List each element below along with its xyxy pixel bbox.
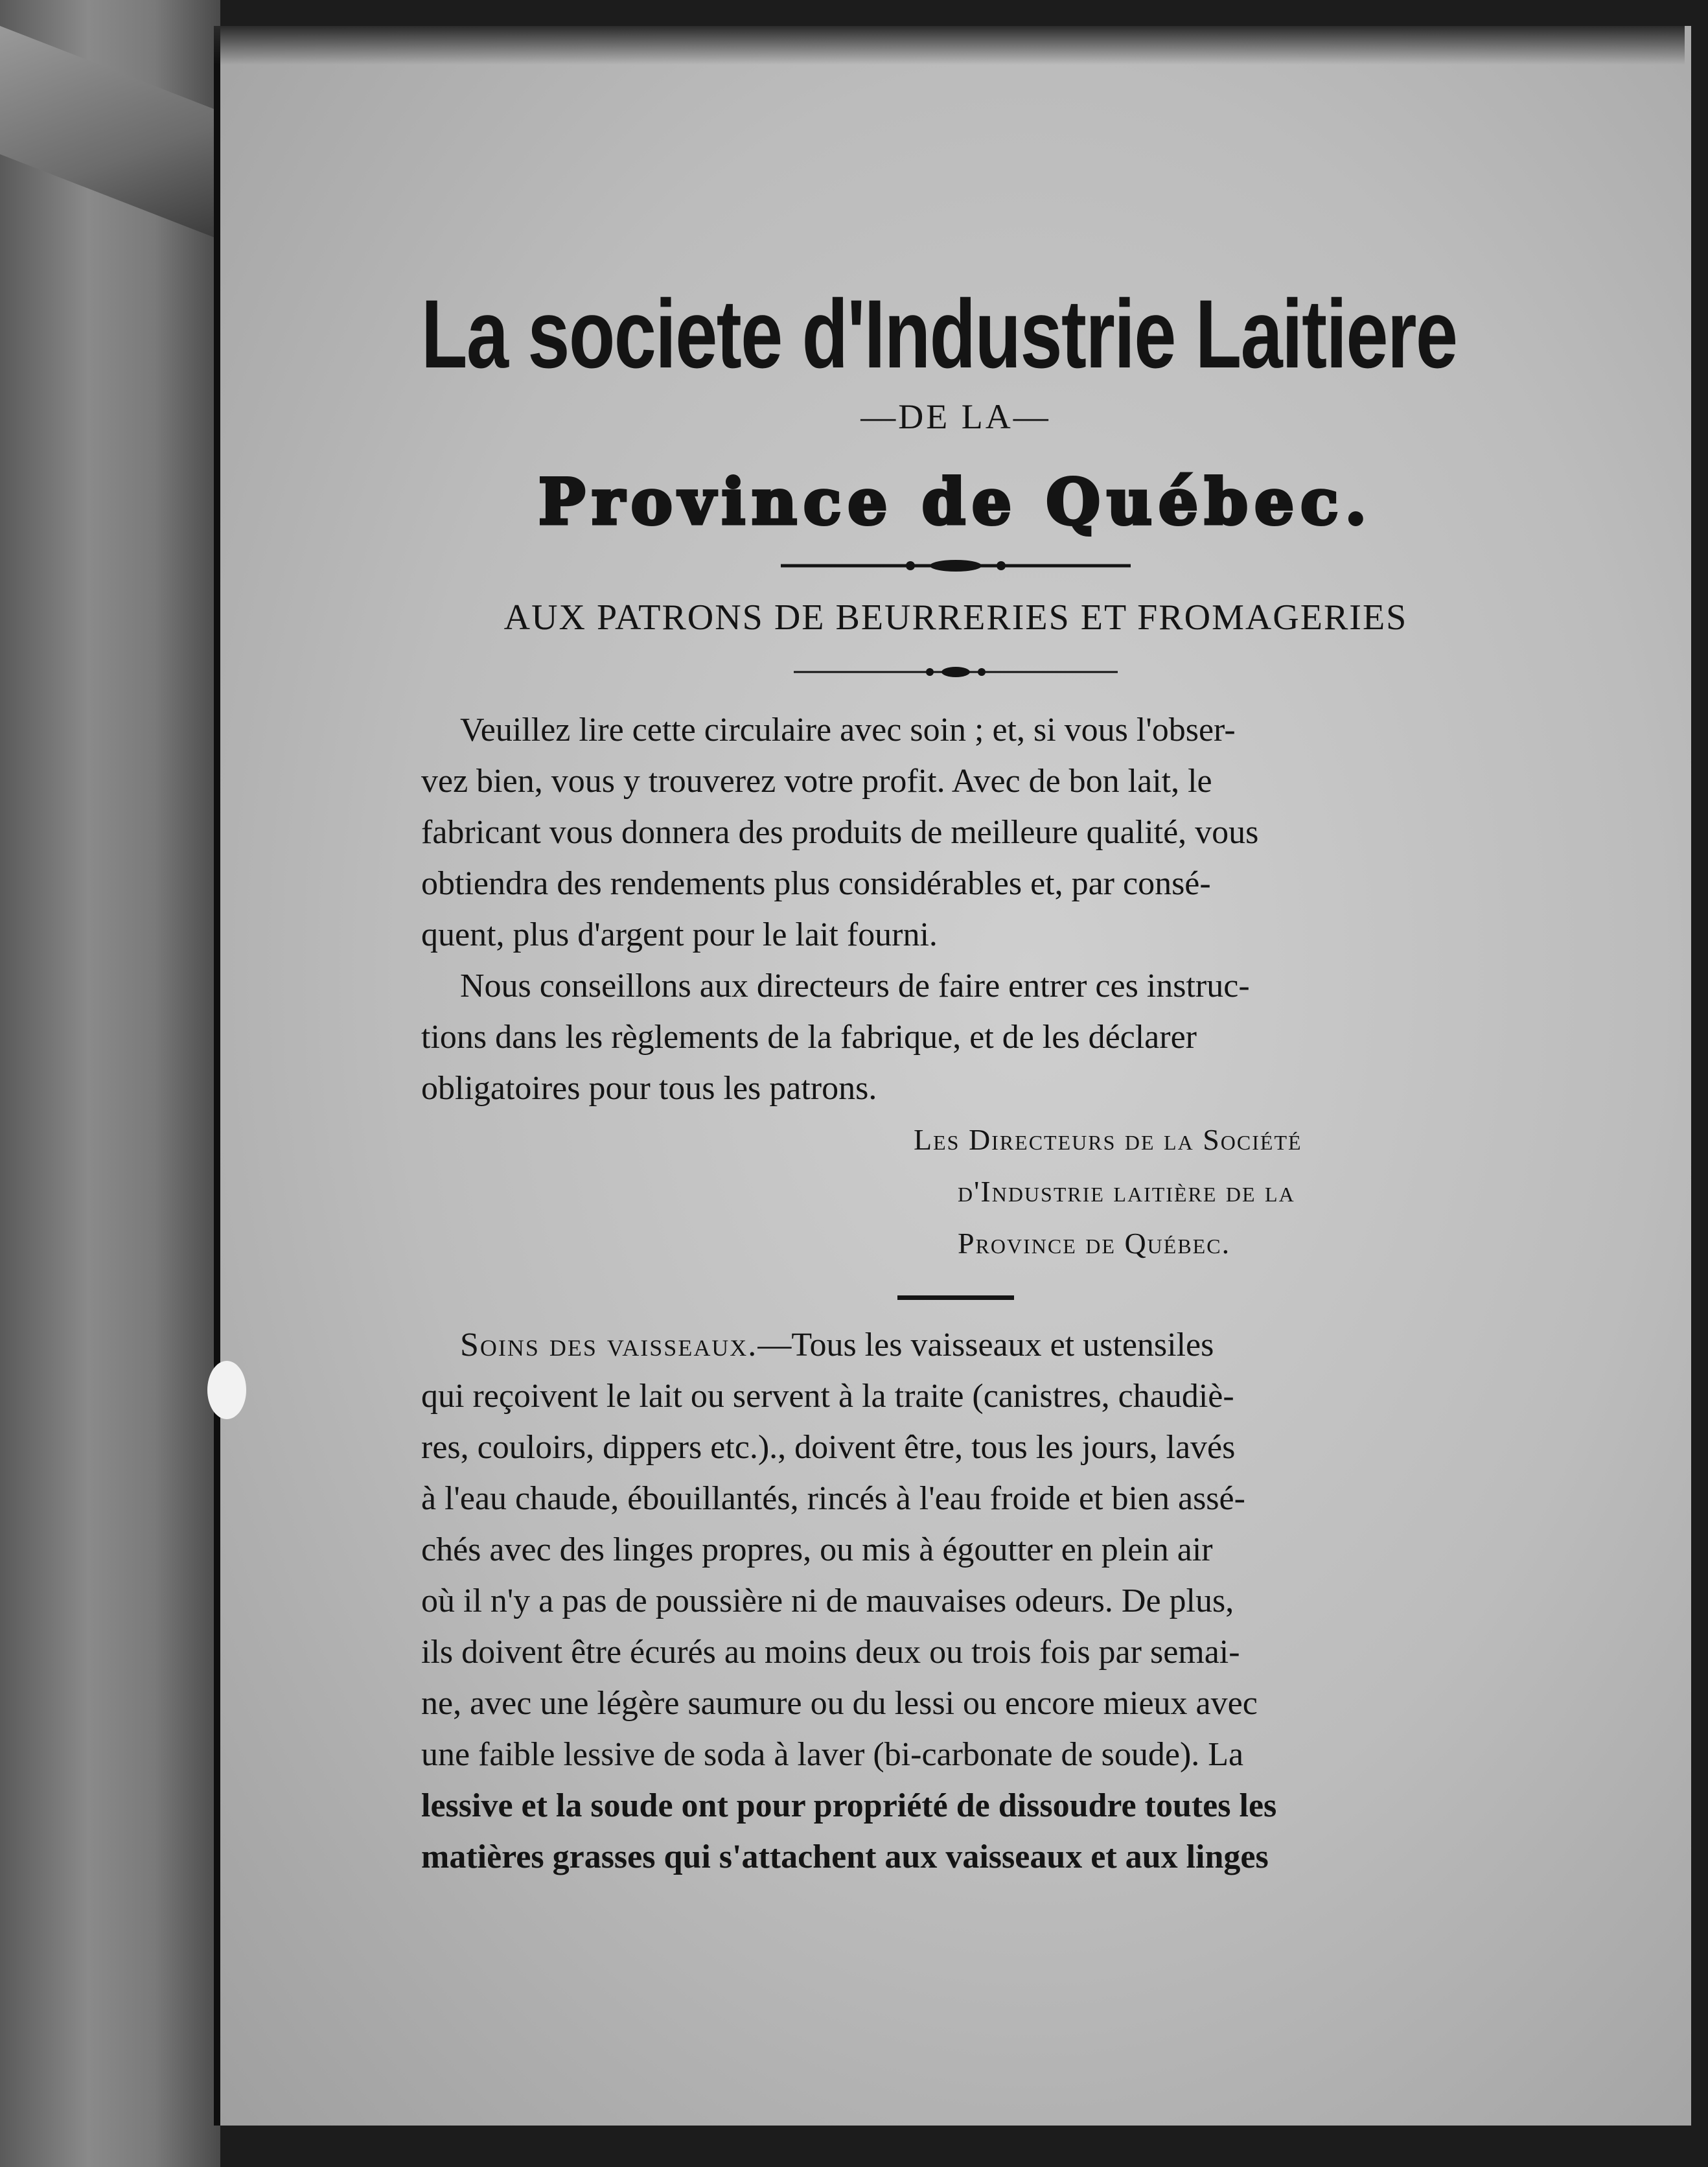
paper-blemish xyxy=(207,1361,246,1419)
soins-line xyxy=(421,1319,1490,1371)
signature-line: Province de Québec. xyxy=(958,1227,1231,1260)
page-top-shadow xyxy=(214,26,1685,65)
soins-heading: Soins des vaisseaux. xyxy=(460,1327,758,1363)
title-connector: —DE LA— xyxy=(860,397,1051,436)
signature-block xyxy=(421,1114,1490,1269)
intro-line: Veuillez lire cette circulaire avec soin ; et, si vous l'obser- xyxy=(460,712,1236,748)
soins-paragraph xyxy=(421,1319,1490,1883)
intro-line: fabricant vous donnera des produits de meilleure qualité, vous xyxy=(421,814,1259,851)
advice-line: obligatoires pour tous les patrons. xyxy=(421,1070,877,1107)
intro-line: obtiendra des rendements plus considérables et, par consé- xyxy=(421,865,1211,902)
advice-line: tions dans les règlements de la fabrique, et de les déclarer xyxy=(421,1019,1197,1056)
signature-line: d'Industrie laitière de la xyxy=(958,1175,1295,1208)
soins-line: où il n'y a pas de poussière ni de mauvaises odeurs. De plus, xyxy=(421,1582,1234,1619)
soins-line: à l'eau chaude, ébouillantés, rincés à l'eau froide et bien assé- xyxy=(421,1480,1245,1517)
advice-paragraph xyxy=(421,960,1490,1114)
soins-line: une faible lessive de soda à laver (bi-carbonate de soude). La xyxy=(421,1736,1244,1773)
section-rule xyxy=(897,1295,1014,1300)
intro-line: quent, plus d'argent pour le lait fourni. xyxy=(421,916,938,953)
soins-line: res, couloirs, dippers etc.)., doivent être, tous les jours, lavés xyxy=(421,1429,1236,1466)
soins-line: ne, avec une légère saumure ou du lessi ou encore mieux avec xyxy=(421,1685,1258,1722)
province-heading: Province de Québec. xyxy=(538,465,1373,539)
ornament-divider-small xyxy=(794,664,1118,680)
soins-first-line-text: —Tous les vaisseaux et ustensiles xyxy=(757,1327,1214,1363)
document-content xyxy=(421,279,1490,1883)
soins-line: lessive et la soude ont pour propriété de dissoudre toutes les xyxy=(421,1787,1277,1824)
advice-line: Nous conseillons aux directeurs de faire entrer ces instruc- xyxy=(460,968,1250,1004)
subheading: AUX PATRONS DE BEURRERIES ET FROMAGERIES xyxy=(503,597,1408,638)
intro-paragraph xyxy=(421,704,1490,960)
soins-line: matières grasses qui s'attachent aux vaisseaux et aux linges xyxy=(421,1838,1269,1875)
intro-line: vez bien, vous y trouverez votre profit. Avec de bon lait, le xyxy=(421,763,1212,800)
signature-line: Les Directeurs de la Société xyxy=(914,1123,1302,1156)
soins-line: ils doivent être écurés au moins deux ou trois fois par semai- xyxy=(421,1634,1240,1671)
document-title: La societe d'Industrie Laitiere xyxy=(421,279,1457,388)
scan-background-board xyxy=(0,0,220,2167)
soins-line: qui reçoivent le lait ou servent à la traite (canistres, chaudiè- xyxy=(421,1378,1234,1415)
ornament-divider-large xyxy=(781,558,1131,574)
soins-line: chés avec des linges propres, ou mis à égoutter en plein air xyxy=(421,1531,1213,1568)
